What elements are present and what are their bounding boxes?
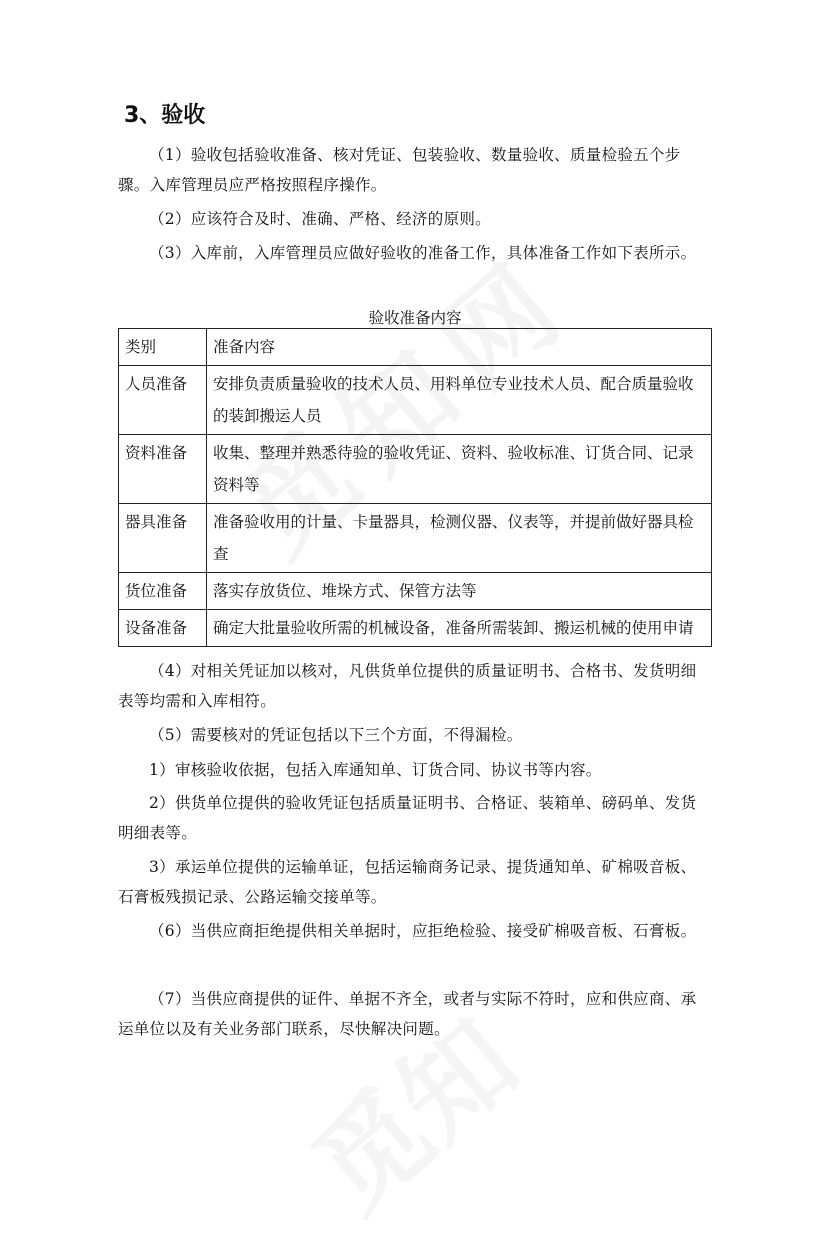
paragraph-3: （3）入库前，入库管理员应做好验收的准备工作，具体准备工作如下表所示。 (149, 244, 697, 262)
header-category: 类别 (119, 329, 207, 366)
table-row (119, 435, 712, 504)
table-caption: 验收准备内容 (368, 309, 462, 327)
preparation-table (118, 328, 712, 647)
row-category: 器具准备 (119, 504, 207, 573)
row-category: 货位准备 (119, 573, 207, 610)
paragraph-10: （7）当供应商提供的证件、单据不齐全，或者与实际不符时，应和供应商、承运单位以及有关业务部门联系，尽快解决问题。 (118, 990, 697, 1038)
row-content: 落实存放货位、堆垛方式、保管方法等 (207, 573, 712, 610)
paragraph-6: 1）审核验收依据，包括入库通知单、订货合同、协议书等内容。 (149, 761, 602, 779)
table-row (119, 610, 712, 647)
row-content: 安排负责质量验收的技术人员、用料单位专业技术人员、配合质量验收的装卸搬运人员 (207, 366, 712, 435)
table-row (119, 366, 712, 435)
row-content: 准备验收用的计量、卡量器具，检测仪器、仪表等，并提前做好器具检查 (207, 504, 712, 573)
header-content: 准备内容 (207, 329, 712, 366)
row-category: 人员准备 (119, 366, 207, 435)
row-content: 收集、整理并熟悉待验的验收凭证、资料、验收标准、订货合同、记录资料等 (207, 435, 712, 504)
paragraph-2: （2）应该符合及时、准确、严格、经济的原则。 (149, 210, 491, 228)
paragraph-8: 3）承运单位提供的运输单证，包括运输商务记录、提货通知单、矿棉吸音板、石膏板残损记录、公路运输交接单等。 (118, 858, 697, 906)
row-content: 确定大批量验收所需的机械设备，准备所需装卸、搬运机械的使用申请 (207, 610, 712, 647)
table-row (119, 573, 712, 610)
row-category: 资料准备 (119, 435, 207, 504)
paragraph-4: （4）对相关凭证加以核对，凡供货单位提供的质量证明书、合格书、发货明细表等均需和入库相符。 (118, 662, 697, 710)
section-heading: 3、验收 (124, 103, 206, 128)
paragraph-5: （5）需要核对的凭证包括以下三个方面，不得漏检。 (149, 726, 523, 744)
table-row (119, 504, 712, 573)
paragraph-1: （1）验收包括验收准备、核对凭证、包装验收、数量验收、质量检验五个步骤。入库管理员应严格按照程序操作。 (118, 146, 681, 194)
paragraph-7: 2）供货单位提供的验收凭证包括质量证明书、合格证、装箱单、磅码单、发货明细表等。 (118, 794, 697, 842)
table-header-row (119, 329, 712, 366)
row-category: 设备准备 (119, 610, 207, 647)
paragraph-9: （6）当供应商拒绝提供相关单据时，应拒绝检验、接受矿棉吸音板、石膏板。 (149, 922, 697, 940)
